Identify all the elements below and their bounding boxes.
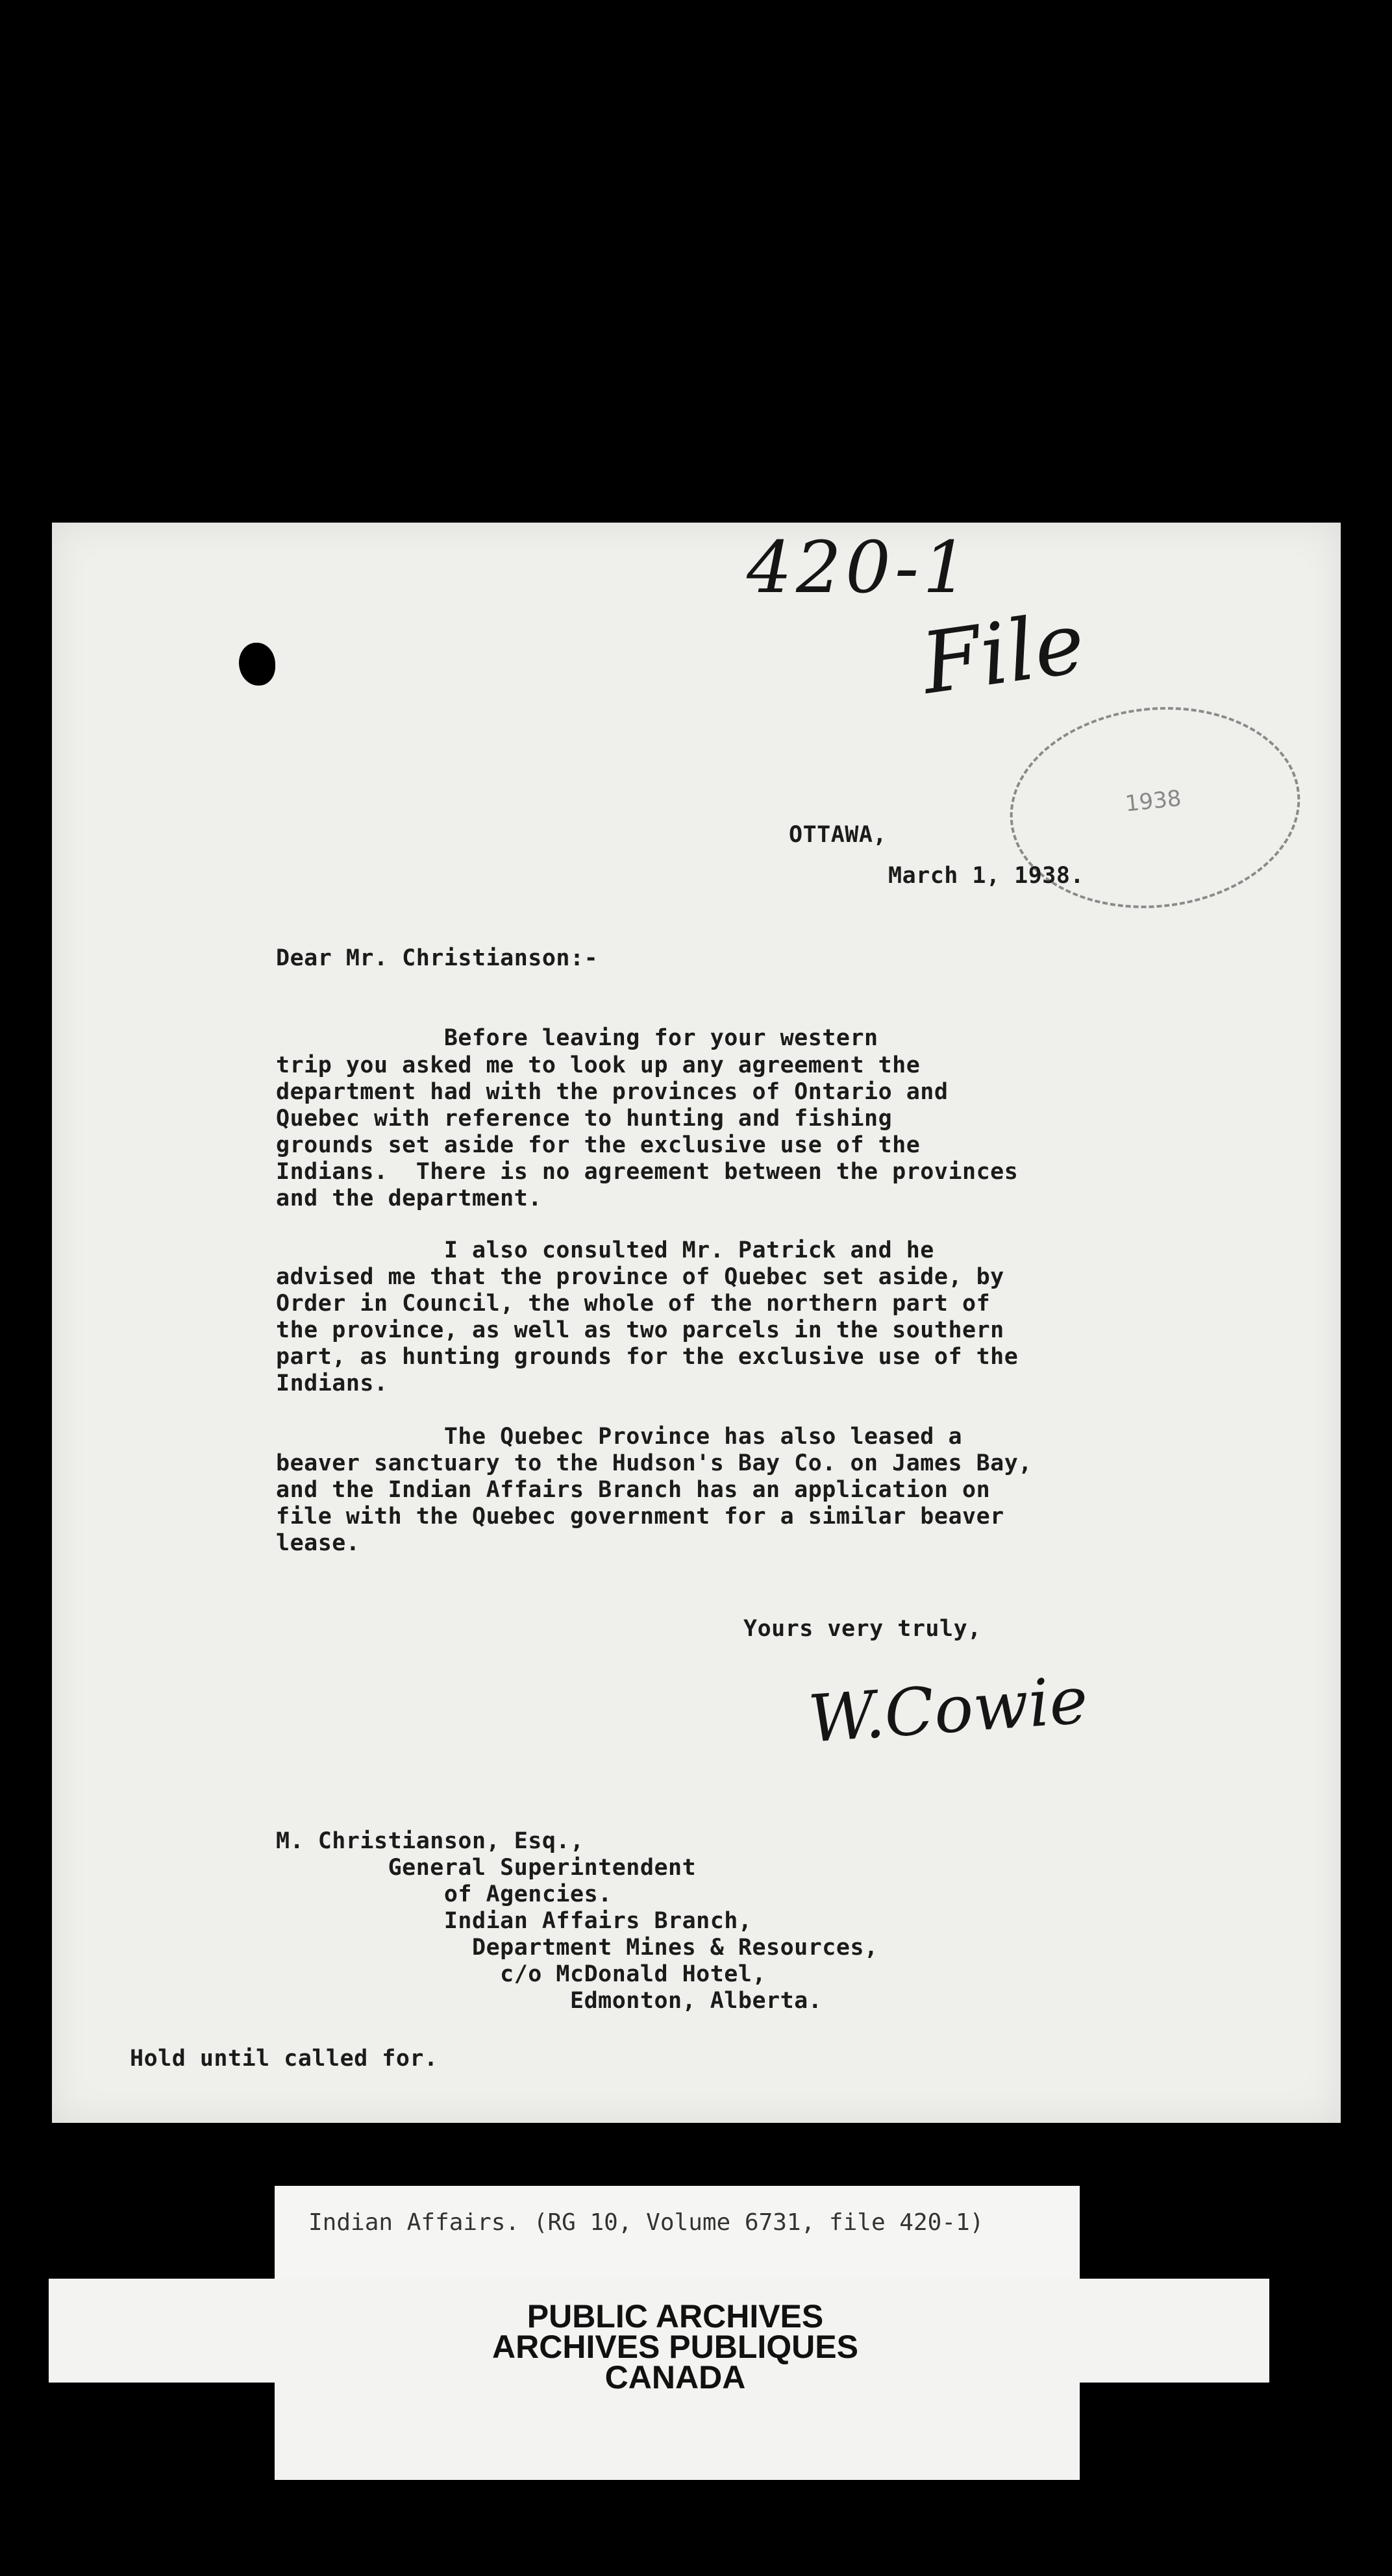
hold-note: Hold until called for. xyxy=(130,2046,438,2072)
ink-blot xyxy=(239,643,275,686)
address-line: General Superintendent xyxy=(276,1855,697,1881)
text-line: Before leaving for your western xyxy=(276,1025,878,1051)
address-line: Edmonton, Alberta. xyxy=(276,1988,823,2014)
signature: W.Cowie xyxy=(806,1662,1091,1757)
text-line: the province, as well as two parcels in the southern xyxy=(276,1317,1004,1343)
text-line: I also consulted Mr. Patrick and he xyxy=(276,1237,934,1263)
text-line: grounds set aside for the exclusive use of the xyxy=(276,1132,921,1158)
text-line: trip you asked me to look up any agreement the xyxy=(276,1052,921,1078)
handwritten-file-number: 420-1 xyxy=(747,526,973,609)
archive-stamp-text xyxy=(390,2298,961,2396)
text-line: Order in Council, the whole of the northern part of xyxy=(276,1291,991,1317)
text-line: Indians. xyxy=(276,1370,388,1396)
archive-reference-label xyxy=(275,2186,1080,2286)
text-line: The Quebec Province has also leased a xyxy=(276,1424,963,1450)
text-line: Quebec with reference to hunting and fishing xyxy=(276,1106,893,1132)
closing: Yours very truly, xyxy=(743,1616,982,1642)
text-line: and the Indian Affairs Branch has an application on xyxy=(276,1477,991,1503)
archive-reference: Indian Affairs. (RG 10, Volume 6731, file 420-1) xyxy=(308,2209,984,2236)
address-line: Indian Affairs Branch, xyxy=(276,1908,752,1934)
address-line: of Agencies. xyxy=(276,1881,612,1907)
text-line: file with the Quebec government for a similar beaver xyxy=(276,1504,1004,1530)
text-line: and the department. xyxy=(276,1185,542,1211)
date-line: March 1, 1938. xyxy=(888,863,1085,889)
stamp-date: 1938 xyxy=(1124,785,1183,817)
archive-line-3: CANADA xyxy=(604,2359,746,2396)
text-line: Indians. There is no agreement between the provinces xyxy=(276,1159,1019,1185)
text-line: part, as hunting grounds for the exclusive use of the xyxy=(276,1344,1019,1370)
text-line: lease. xyxy=(276,1530,360,1556)
text-line: beaver sanctuary to the Hudson's Bay Co. on James Bay, xyxy=(276,1450,1032,1476)
archive-line-1: PUBLIC ARCHIVES xyxy=(527,2298,824,2334)
address-line: c/o McDonald Hotel, xyxy=(276,1961,767,1987)
archive-line-2: ARCHIVES PUBLIQUES xyxy=(492,2329,858,2365)
handwritten-file-note: File xyxy=(915,593,1091,713)
place-line: OTTAWA, xyxy=(789,822,888,848)
text-line: advised me that the province of Quebec set aside, by xyxy=(276,1264,1004,1290)
text-line: department had with the provinces of Ontario and xyxy=(276,1079,949,1105)
salutation: Dear Mr. Christianson:- xyxy=(276,945,599,971)
address-line: M. Christianson, Esq., xyxy=(276,1828,584,1854)
address-line: Department Mines & Resources, xyxy=(276,1935,878,1961)
